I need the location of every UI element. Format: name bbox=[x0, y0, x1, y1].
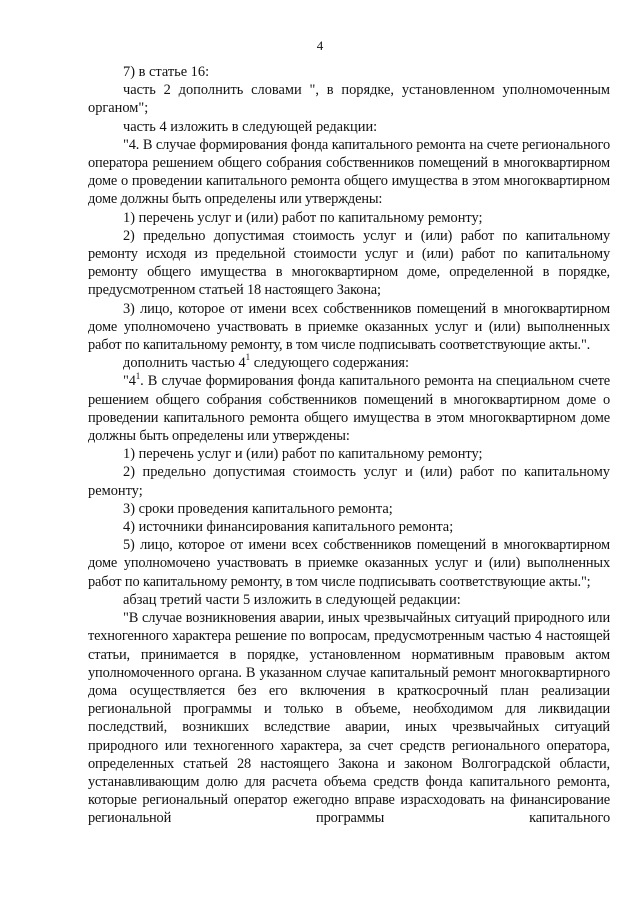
paragraph-part-4-1-text bbox=[88, 372, 610, 445]
superscript: 1 bbox=[135, 370, 141, 381]
list-item-2: 2) предельно допустимая стоимость услуг и (или) работ по капитальному ремонту исходя из предельной стоимости услуг и (или) работ по капитальному ремонту общего имущества в многоквартирном доме, определенной в порядке, предусмотренном статьей 18 настоящего Закона; bbox=[88, 227, 610, 299]
paragraph-part-2-amendment: часть 2 дополнить словами ", в порядке, установленном уполномоченным органом"; bbox=[88, 82, 610, 117]
paragraph-article-16: 7) в статье 16: bbox=[123, 64, 210, 80]
list-item-1: 1) перечень услуг и (или) работ по капитальному ремонту; bbox=[123, 209, 483, 226]
list-item-4: 4) источники финансирования капитального ремонта; bbox=[123, 519, 454, 536]
page-number: 4 bbox=[316, 38, 324, 53]
paragraph-part-5-intro: абзац третий части 5 изложить в следующей редакции: bbox=[123, 591, 461, 608]
paragraph-part-4-text: "4. В случае формирования фонда капитального ремонта на счете регионального оператора решением общего собрания собственников помещений в многоквартирном доме о проведении капитального ремонта общего имущества в этом многоквартирном доме должны быть определены или утверждены: bbox=[88, 136, 610, 208]
list-item-3: 3) сроки проведения капитального ремонта; bbox=[123, 500, 393, 517]
paragraph-part-4-intro: часть 4 изложить в следующей редакции: bbox=[123, 118, 378, 135]
list-item-1: 1) перечень услуг и (или) работ по капитальному ремонту; bbox=[123, 446, 483, 463]
document-body bbox=[88, 63, 610, 828]
paragraph-part-5-text: "В случае возникновения аварии, иных чрезвычайных ситуаций природного или техногенного характера решение по вопросам, предусмотренным частью 4 настоящей статьи, принимается в порядке, установленном нормативным правовым актом уполномоченного органа. В указанном случае капитальный ремонт многоквартирного дома осуществляется без его включения в краткосрочный план реализации региональной программы и только в объеме, необходимом для ликвидации последствий, возникших вследствие аварии, иных чрезвычайных ситуаций природного или техногенного характера, за счет средств регионального оператора, определенных статьей 28 настоящего Закона и законом Волгоградской области, устанавливающим долю для расчета объема средств фонда капитального ремонта, которые региональный оператор ежегодно вправе израсходовать на финансирование региональной программы капитального bbox=[88, 610, 610, 827]
list-item-3: 3) лицо, которое от имени всех собственников помещений в многоквартирном доме уполномочено участвовать в приемке оказанных услуг и (или) выполненных работ по капитальному ремонту, в том числе подписывать соответствующие акты.". bbox=[88, 300, 610, 354]
paragraph-part-4-1-intro-tail: следующего содержания: bbox=[250, 355, 410, 372]
paragraph-part-4-1-number: "4 bbox=[123, 373, 136, 390]
paragraph-part-4-1-intro-text: дополнить частью 4 bbox=[123, 355, 246, 372]
paragraph-part-4-1-body: . В случае формирования фонда капитального ремонта на специальном счете решением общего собрания собственников помещений в многоквартирном доме о проведении капитального ремонта общего имущества в этом многоквартирном доме должны быть определены или утверждены: bbox=[88, 373, 610, 445]
superscript: 1 bbox=[245, 352, 251, 363]
list-item-5: 5) лицо, которое от имени всех собственников помещений в многоквартирном доме уполномочено участвовать в приемке оказанных услуг и (или) выполненных работ по капитальному ремонту, в том числе подписывать соответствующие акты."; bbox=[88, 537, 610, 590]
list-item-2: 2) предельно допустимая стоимость услуг и (или) работ по капитальному ремонту; bbox=[88, 464, 610, 499]
paragraph-part-4-1-intro bbox=[88, 354, 610, 372]
